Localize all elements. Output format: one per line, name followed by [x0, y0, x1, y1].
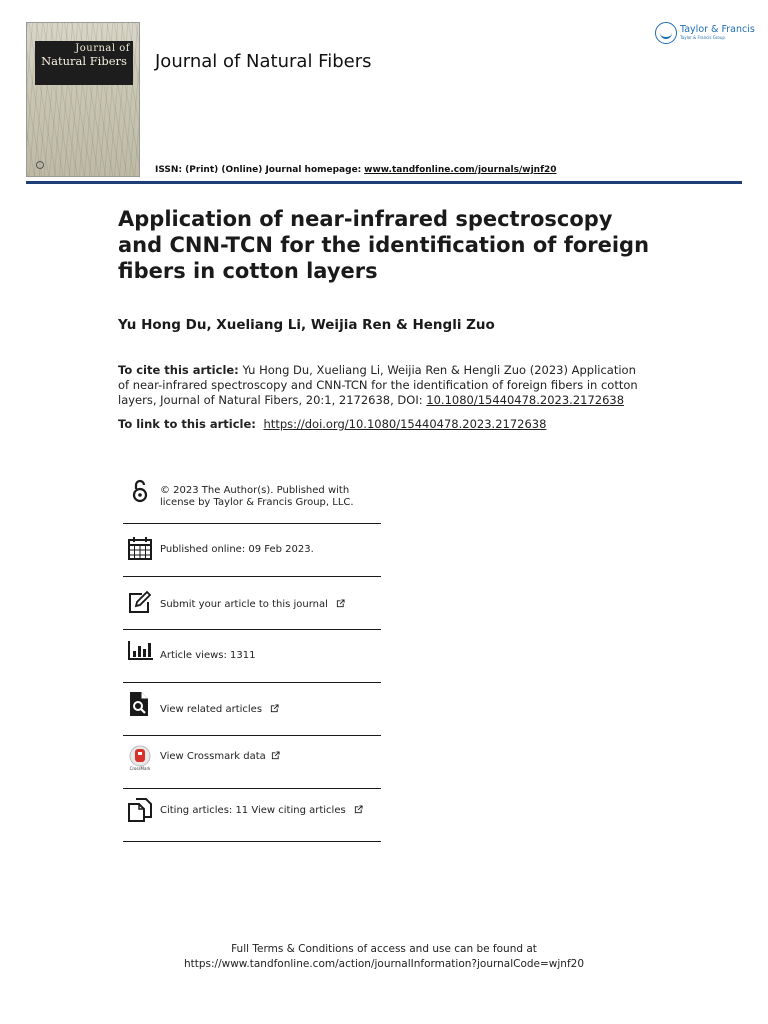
footer-url[interactable]: https://www.tandfonline.com/action/journalInformation?journalCode=wjnf20 — [183, 958, 585, 970]
published-date: Published online: 09 Feb 2023. — [160, 544, 314, 555]
citing-label[interactable]: Citing articles: 11 View citing articles — [160, 805, 346, 816]
edit-icon — [127, 590, 153, 616]
citing-icon — [127, 797, 153, 823]
license-line1: © 2023 The Author(s). Published with — [160, 485, 350, 496]
cover-title-line1: Journal of — [75, 43, 130, 54]
article-authors: Yu Hong Du, Xueliang Li, Weijia Ren & Hengli Zuo — [118, 317, 495, 333]
submit-label[interactable]: Submit your article to this journal — [160, 599, 328, 610]
bar-chart-icon — [127, 638, 153, 664]
license-line2: license by Taylor & Francis Group, LLC. — [160, 497, 354, 508]
license-text — [160, 485, 354, 509]
article-link-line — [118, 417, 546, 431]
license-row — [123, 470, 381, 524]
published-row — [123, 524, 381, 577]
crossmark-icon — [127, 745, 153, 771]
related-row[interactable] — [123, 683, 381, 736]
link-label: To link to this article: — [118, 417, 256, 431]
header-divider — [26, 181, 742, 184]
open-access-icon — [127, 478, 153, 504]
external-link-icon — [271, 751, 280, 760]
journal-name: Journal of Natural Fibers — [155, 51, 372, 72]
cover-publisher-mark-icon — [36, 161, 44, 169]
journal-cover-image — [26, 22, 140, 177]
issn-label: ISSN: (Print) (Online) Journal homepage: — [155, 165, 362, 175]
publisher-logo[interactable] — [655, 22, 755, 44]
article-info-box — [123, 470, 381, 842]
citing-text[interactable] — [160, 805, 363, 817]
cite-doi-link[interactable]: 10.1080/15440478.2023.2172638 — [426, 393, 625, 407]
submit-text[interactable] — [160, 599, 345, 611]
cite-label: To cite this article: — [118, 363, 239, 377]
crossmark-text[interactable] — [160, 751, 280, 763]
crossmark-label[interactable]: View Crossmark data — [160, 751, 266, 762]
svg-text:CrossMark: CrossMark — [129, 766, 151, 771]
cite-text: Yu Hong Du, Xueliang Li, Weijia Ren & Hengli Zuo (2023) Application of near-infrared spectroscopy and CNN-TCN for the identification of foreign fibers in cotton layers, Journal of Natural Fibers, 20:1, 2172638, DOI: — [118, 363, 638, 407]
external-link-icon — [354, 805, 363, 814]
cover-title-line2: Natural Fibers — [41, 54, 127, 68]
article-title: Application of near-infrared spectroscopy and CNN-TCN for the identification of foreign fibers in cotton layers — [118, 207, 650, 283]
submit-row[interactable] — [123, 577, 381, 630]
calendar-icon — [127, 535, 153, 561]
publisher-logo-icon — [655, 22, 677, 44]
external-link-icon — [336, 599, 345, 608]
publisher-logo-sub: Taylor & Francis Group — [680, 35, 725, 40]
issn-line — [155, 165, 557, 175]
article-views: Article views: 1311 — [160, 650, 256, 661]
search-document-icon — [127, 691, 153, 717]
citing-row[interactable] — [123, 789, 381, 842]
footer-line1: Full Terms & Conditions of access and use can be found at — [231, 943, 537, 955]
related-label[interactable]: View related articles — [160, 704, 263, 715]
external-link-icon — [270, 704, 279, 713]
publisher-logo-name: Taylor & Francis — [680, 24, 755, 35]
terms-footer — [0, 942, 768, 972]
views-row — [123, 630, 381, 683]
related-text[interactable] — [160, 704, 279, 716]
citation-block — [118, 363, 638, 408]
crossmark-row[interactable] — [123, 736, 381, 789]
journal-homepage-link[interactable]: www.tandfonline.com/journals/wjnf20 — [364, 165, 557, 175]
article-doi-link[interactable]: https://doi.org/10.1080/15440478.2023.2172638 — [263, 417, 547, 431]
